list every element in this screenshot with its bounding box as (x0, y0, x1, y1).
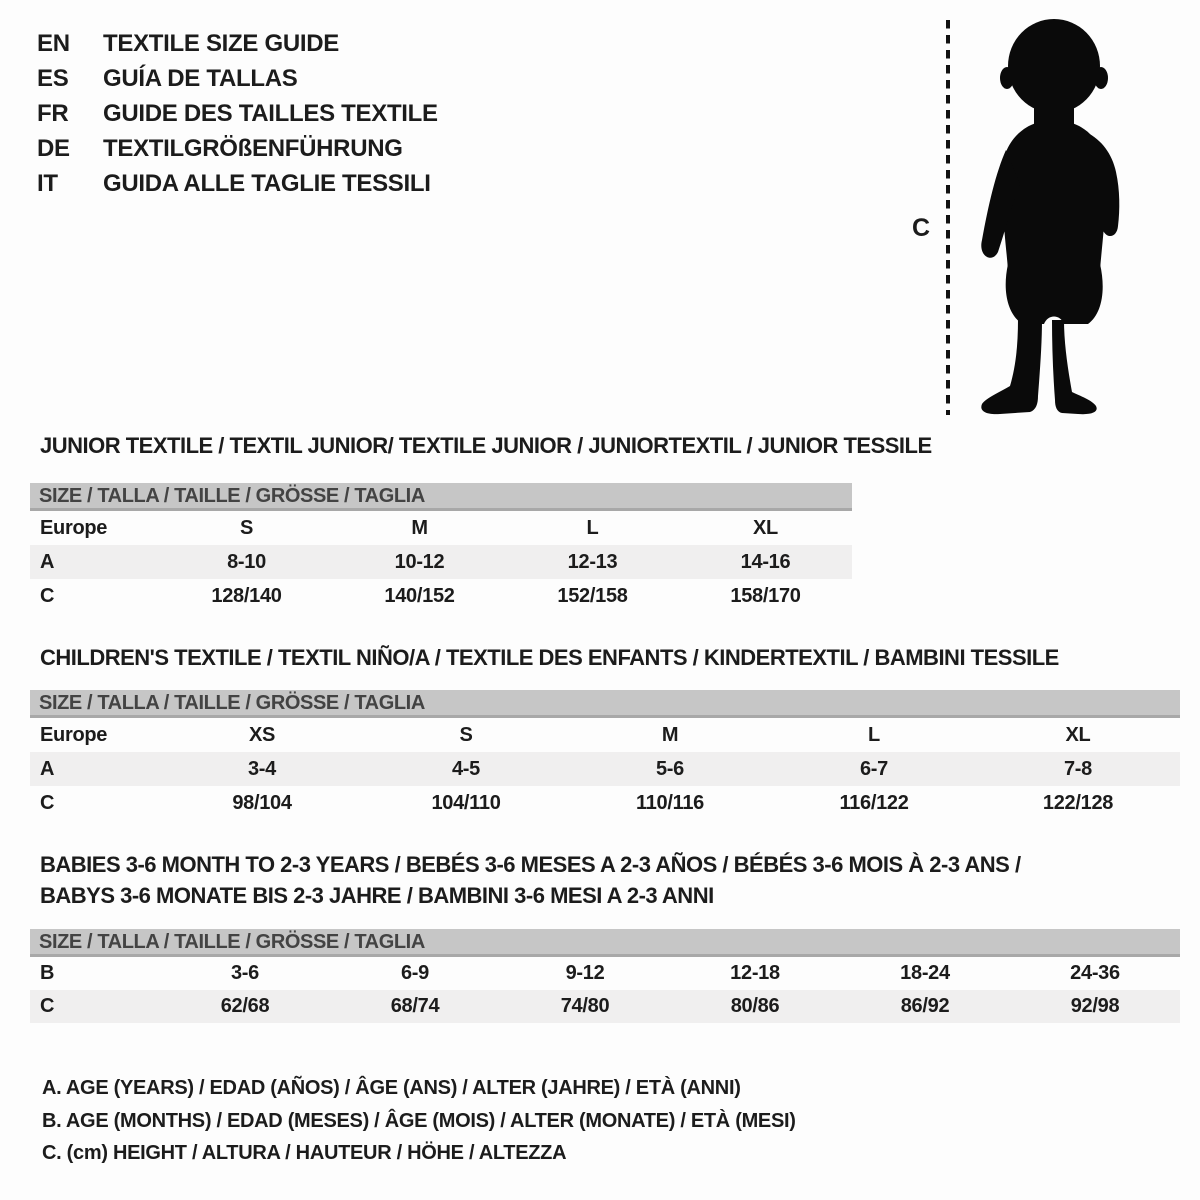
size-value-cell: 6-7 (859, 758, 888, 780)
table-row-europe (30, 718, 1180, 752)
babies-title-line1: BABIES 3-6 MONTH TO 2-3 YEARS / BEBÉS 3-6 MESES A 2-3 AÑOS / BÉBÉS 3-6 MOIS À 2-3 ANS / (40, 852, 1021, 877)
size-value-cell: S (459, 724, 473, 746)
guide-title-text: GUÍA DE TALLAS (103, 64, 298, 92)
row-label: Europe (40, 724, 108, 746)
size-value-cell: 98/104 (232, 792, 292, 814)
size-value-cell: 5-6 (655, 758, 684, 780)
size-value-cell: 24-36 (1070, 962, 1120, 984)
size-value-cell: 18-24 (900, 962, 950, 984)
guide-title-text: TEXTILGRÖßENFÜHRUNG (103, 134, 403, 162)
row-label: C (40, 585, 55, 607)
language-title-row-it (37, 166, 438, 201)
size-value-cell: 92/98 (1070, 995, 1120, 1017)
language-code: DE (37, 134, 70, 162)
baby-height-figure (938, 8, 1143, 418)
children-size-table (30, 690, 1180, 820)
size-header-bar: SIZE / TALLA / TAILLE / GRÖSSE / TAGLIA (30, 690, 1180, 718)
language-title-row-de (37, 131, 438, 166)
size-value-cell: XL (1065, 724, 1091, 746)
size-header-bar: SIZE / TALLA / TAILLE / GRÖSSE / TAGLIA (30, 483, 852, 511)
size-value-cell: XS (248, 724, 276, 746)
language-code: IT (37, 169, 58, 197)
table-row-c (30, 579, 852, 613)
size-value-cell: 3-6 (230, 962, 259, 984)
babies-size-table (30, 929, 1180, 1023)
junior-size-table (30, 483, 852, 613)
table-row-a (30, 545, 852, 579)
children-section-title: CHILDREN'S TEXTILE / TEXTIL NIÑO/A / TEXTILE DES ENFANTS / KINDERTEXTIL / BAMBINI TESSILE (40, 645, 1059, 670)
size-value-cell: 68/74 (390, 995, 440, 1017)
size-value-cell: 7-8 (1063, 758, 1092, 780)
children-table-rows (30, 718, 1180, 820)
size-header-bar: SIZE / TALLA / TAILLE / GRÖSSE / TAGLIA (30, 929, 1180, 957)
language-code: FR (37, 99, 69, 127)
table-row-c (30, 990, 1180, 1023)
row-label: C (40, 995, 55, 1017)
size-value-cell: 116/122 (839, 792, 909, 814)
language-code: EN (37, 29, 70, 57)
guide-title-text: GUIDA ALLE TAGLIE TESSILI (103, 169, 431, 197)
size-value-cell: 62/68 (220, 995, 270, 1017)
size-value-cell: 12-13 (567, 551, 618, 573)
junior-section-title: JUNIOR TEXTILE / TEXTIL JUNIOR/ TEXTILE JUNIOR / JUNIORTEXTIL / JUNIOR TESSILE (40, 433, 932, 458)
row-label: C (40, 792, 55, 814)
legend-line-b: B. AGE (MONTHS) / EDAD (MESES) / ÂGE (MOIS) / ALTER (MONATE) / ETÀ (MESI) (42, 1109, 796, 1132)
table-row-b (30, 957, 1180, 990)
babies-section-title (40, 849, 1021, 911)
size-value-cell: 86/92 (900, 995, 950, 1017)
size-value-cell: 158/170 (730, 585, 801, 607)
row-label: A (40, 551, 55, 573)
size-value-cell: 12-18 (730, 962, 780, 984)
row-label: B (40, 962, 55, 984)
size-value-cell: 4-5 (451, 758, 480, 780)
size-value-cell: 14-16 (740, 551, 791, 573)
row-label: A (40, 758, 55, 780)
table-row-c (30, 786, 1180, 820)
size-value-cell: 80/86 (730, 995, 780, 1017)
size-value-cell: L (868, 724, 880, 746)
legend-line-a: A. AGE (YEARS) / EDAD (AÑOS) / ÂGE (ANS) / ALTER (JAHRE) / ETÀ (ANNI) (42, 1077, 741, 1099)
language-code: ES (37, 64, 69, 92)
toddler-silhouette-icon (981, 19, 1119, 414)
size-value-cell: 110/116 (636, 792, 704, 814)
babies-table-rows (30, 957, 1180, 1023)
size-value-cell: 140/152 (384, 585, 455, 607)
size-value-cell: 128/140 (211, 585, 282, 607)
language-title-list (37, 26, 438, 201)
legend-line-c: C. (cm) HEIGHT / ALTURA / HAUTEUR / HÖHE / ALTEZZA (42, 1142, 567, 1164)
size-value-cell: 8-10 (227, 551, 266, 573)
junior-table-rows (30, 511, 852, 613)
table-row-a (30, 752, 1180, 786)
size-value-cell: S (239, 517, 254, 539)
guide-title-text: GUIDE DES TAILLES TEXTILE (103, 99, 438, 127)
size-value-cell: M (411, 517, 428, 539)
row-label: Europe (40, 517, 108, 539)
language-title-row-es (37, 61, 438, 96)
language-title-row-en (37, 26, 438, 61)
measurement-legend (42, 1072, 796, 1170)
size-value-cell: 152/158 (557, 585, 628, 607)
language-title-row-fr (37, 96, 438, 131)
size-value-cell: L (586, 517, 599, 539)
size-value-cell: 6-9 (400, 962, 429, 984)
size-value-cell: 122/128 (1042, 792, 1114, 814)
size-value-cell: 9-12 (565, 962, 605, 984)
size-value-cell: 3-4 (247, 758, 276, 780)
size-value-cell: 10-12 (394, 551, 445, 573)
babies-title-line2: BABYS 3-6 MONATE BIS 2-3 JAHRE / BAMBINI 3-6 MESI A 2-3 ANNI (40, 883, 714, 908)
table-row-europe (30, 511, 852, 545)
size-value-cell: 74/80 (560, 995, 610, 1017)
guide-title-text: TEXTILE SIZE GUIDE (103, 29, 339, 57)
height-measure-label: C (912, 214, 930, 242)
size-value-cell: M (661, 724, 679, 746)
size-value-cell: 104/110 (431, 792, 501, 814)
size-value-cell: XL (753, 517, 778, 539)
